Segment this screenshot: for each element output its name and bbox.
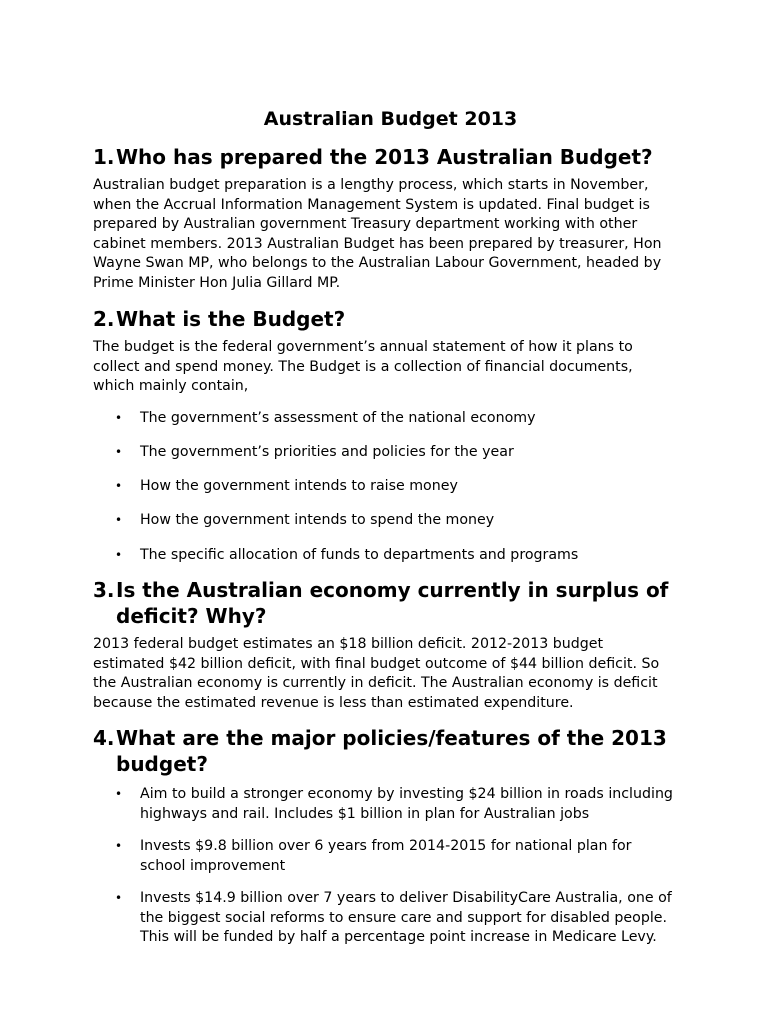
section-4-heading-text: What are the major policies/features of the 2013 budget? — [116, 726, 667, 777]
bullet-icon: • — [115, 839, 123, 854]
bullet-icon: • — [115, 891, 123, 906]
list-item — [93, 889, 678, 948]
list-item — [93, 546, 678, 566]
list-item-text: Invests $9.8 billion over 6 years from 2014-2015 for national plan for school improvement — [140, 838, 632, 874]
section-2-paragraph: The budget is the federal government’s annual statement of how it plans to collect and spend money. The Budget is a collection of financial documents, which mainly contain, — [93, 339, 633, 394]
section-2-heading-text: What is the Budget? — [116, 307, 346, 331]
bullet-icon: • — [115, 444, 123, 459]
list-item — [93, 837, 678, 876]
list-item-text: Invests $14.9 billion over 7 years to deliver DisabilityCare Australia, one of the biggest social reforms to ensure care and support for disabled people. This will be funded by half a percentage point increase in Medicare Levy. — [140, 890, 672, 946]
bullet-icon: • — [115, 513, 123, 528]
document-title: Australian Budget 2013 — [263, 108, 518, 130]
section-3-number: 3. — [93, 578, 115, 603]
section-1-paragraph: Australian budget preparation is a lengthy process, which starts in November, when the Accrual Information Management System is updated. Final budget is prepared by Australian government Treasury department working with other cabinet members. 2013 Australian Budget has been prepared by treasurer, Hon Wayne Swan MP, who belongs to the Australian Labour Government, headed by Prime Minister Hon Julia Gillard MP. — [93, 177, 662, 291]
list-item — [93, 511, 678, 531]
bullet-icon: • — [115, 410, 123, 425]
section-4-number: 4. — [93, 726, 115, 751]
bullet-icon: • — [115, 787, 123, 802]
section-3-heading-text: Is the Australian economy currently in surplus of deficit? Why? — [116, 578, 669, 629]
list-item — [93, 409, 678, 429]
section-2-heading — [93, 306, 678, 332]
list-item-text: How the government intends to spend the money — [140, 512, 495, 529]
list-item — [93, 477, 678, 497]
bullet-icon: • — [115, 479, 123, 494]
section-4-heading — [93, 725, 678, 777]
section-2-bullet-list — [93, 409, 678, 566]
section-1-number: 1. — [93, 145, 115, 169]
list-item-text: The government’s assessment of the national economy — [140, 409, 536, 426]
section-3-paragraph: 2013 federal budget estimates an $18 billion deficit. 2012-2013 budget estimated $42 billion deficit, with final budget outcome of $44 billion deficit. So the Australian economy is currently in deficit. The Australian economy is deficit because the estimated revenue is less than estimated expenditure. — [93, 636, 660, 711]
list-item — [93, 785, 678, 824]
bullet-icon: • — [115, 547, 123, 562]
list-item-text: The government’s priorities and policies for the year — [140, 443, 514, 460]
list-item-text: How the government intends to raise money — [140, 478, 458, 495]
section-4-bullet-list — [93, 785, 678, 948]
section-2-number: 2. — [93, 307, 115, 331]
section-1-heading — [93, 144, 678, 170]
list-item-text: The specific allocation of funds to departments and programs — [140, 546, 579, 563]
list-item-text: Aim to build a stronger economy by investing $24 billion in roads including highways and rail. Includes $1 billion in plan for Australian jobs — [140, 786, 673, 822]
list-item — [93, 443, 678, 463]
section-3-heading — [93, 577, 678, 629]
section-1-heading-text: Who has prepared the 2013 Australian Budget? — [116, 145, 653, 169]
